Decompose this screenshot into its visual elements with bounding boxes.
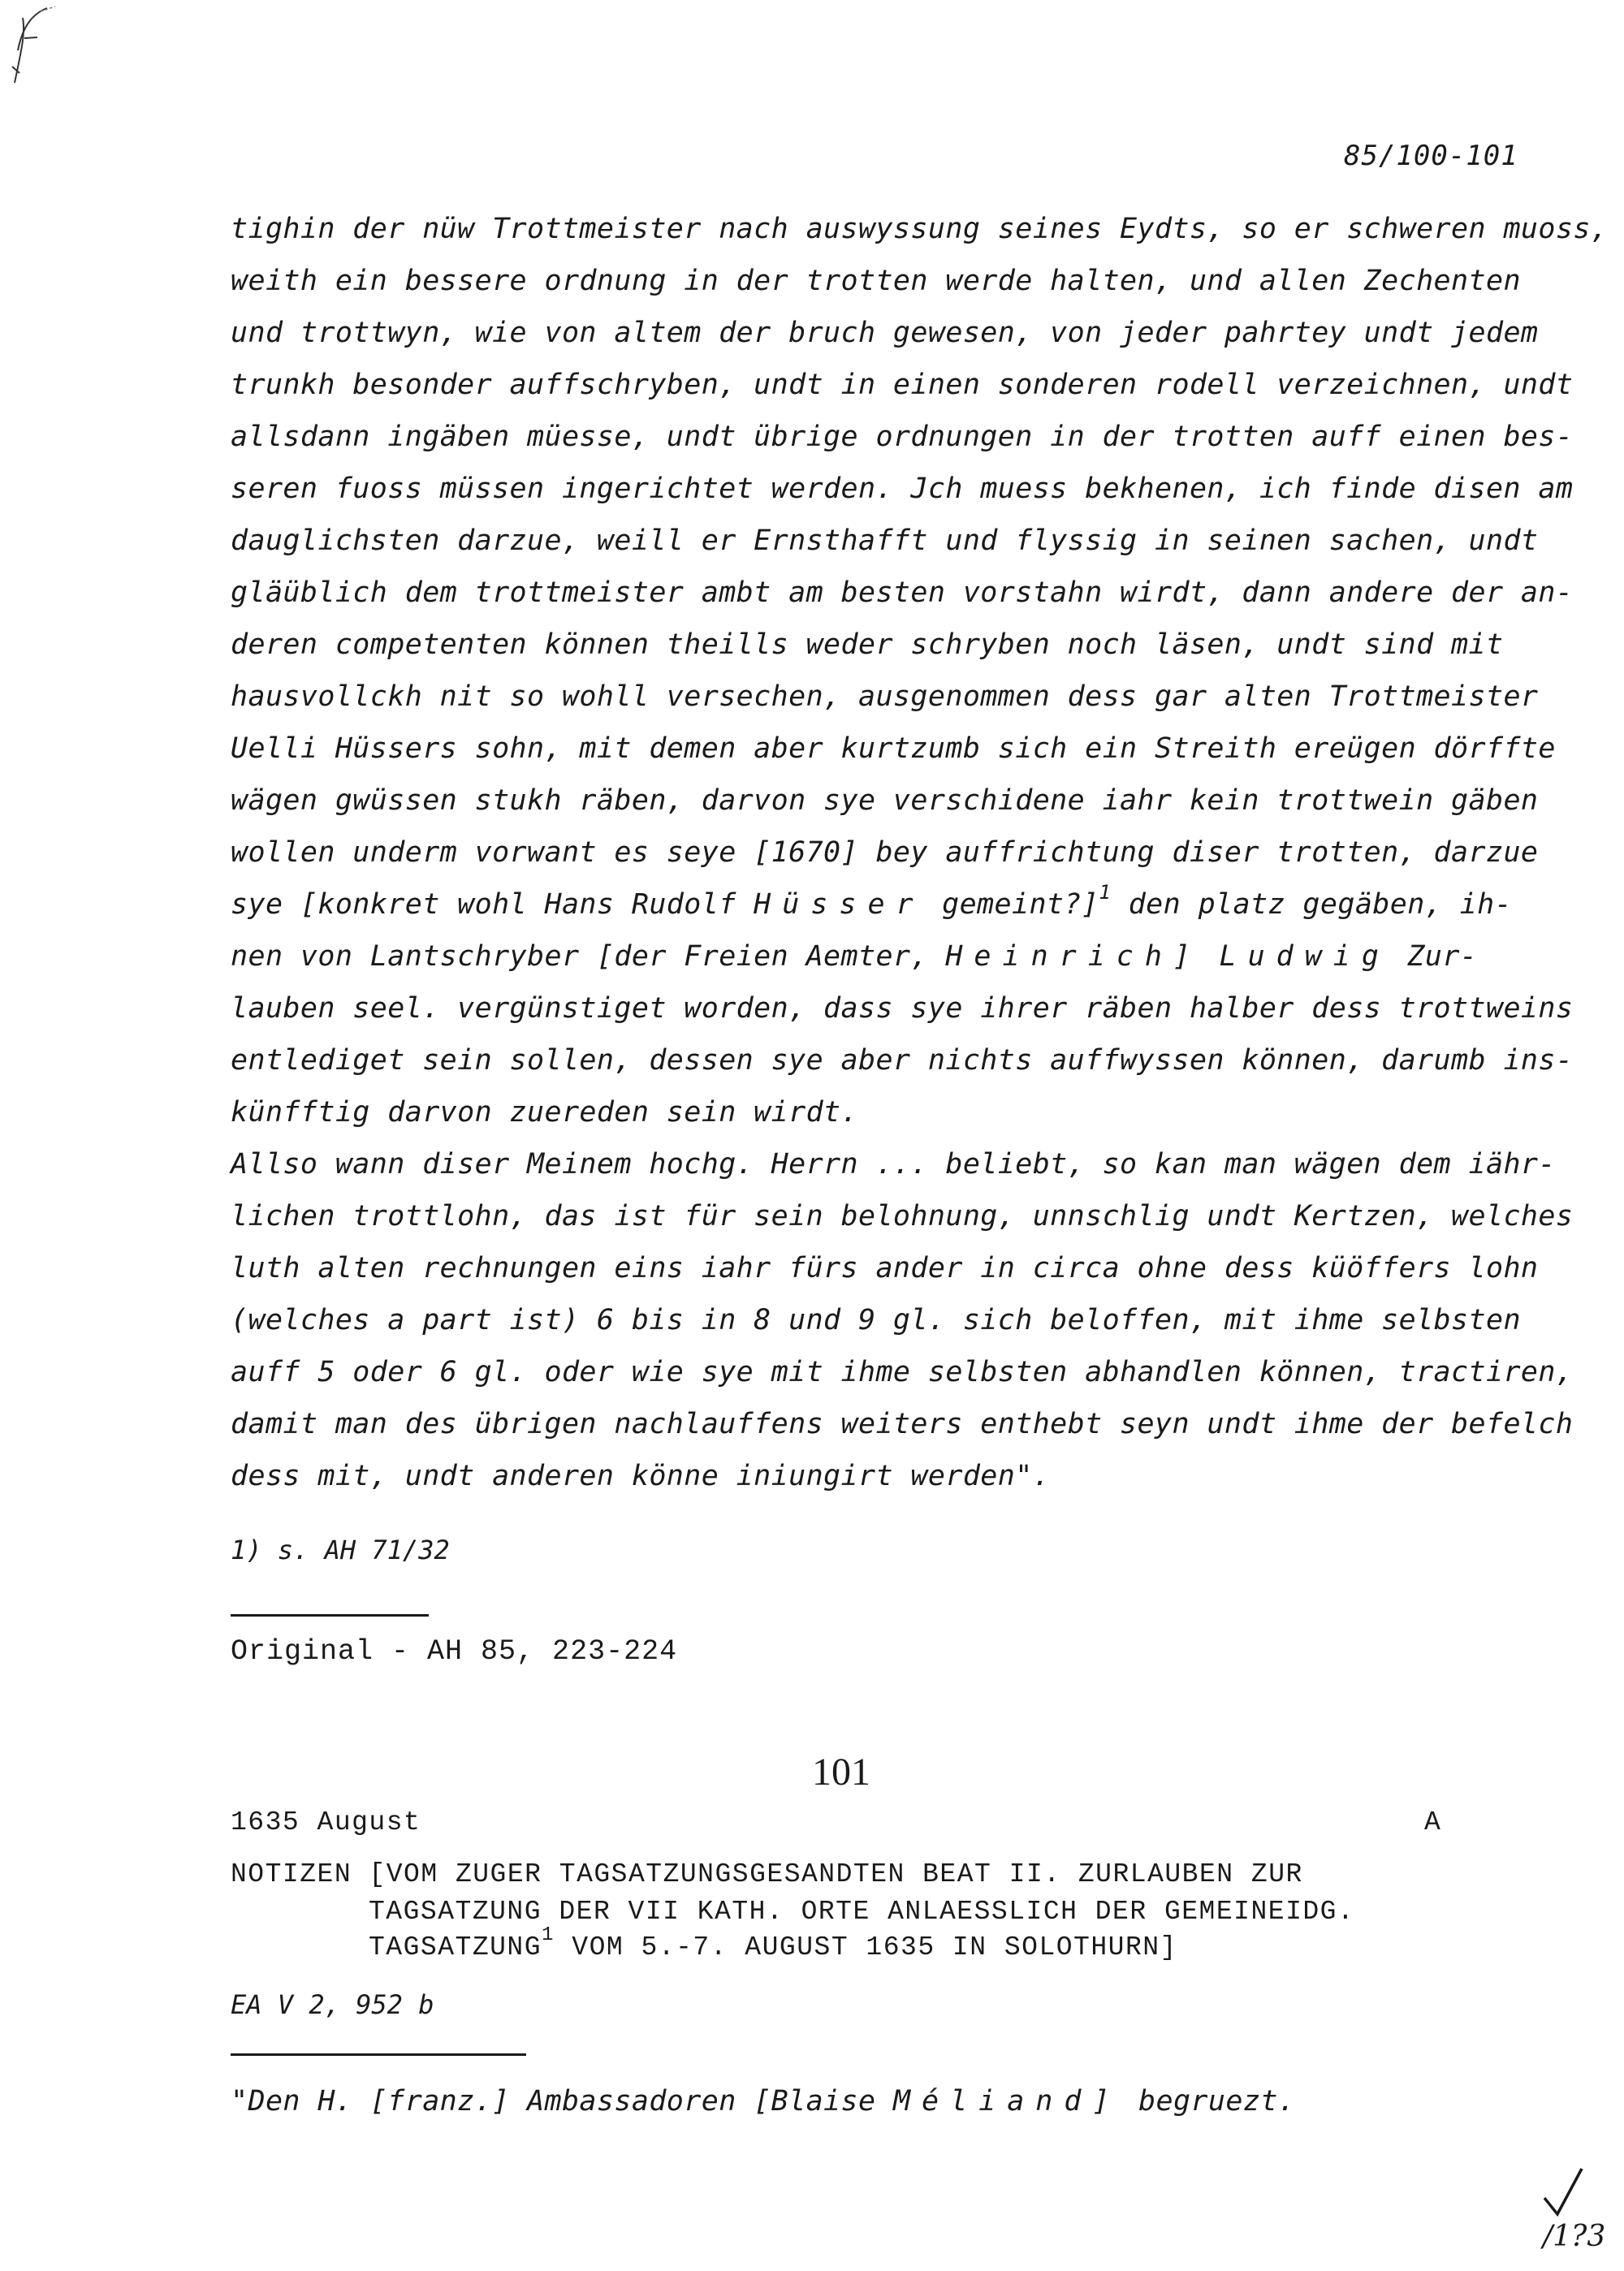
heading-line: NOTIZEN [VOM ZUGER TAGSATZUNGSGESANDTEN BEAT II. ZURLAUBEN ZUR [231,1859,1303,1889]
text-segment: sye [konkret wohl Hans Rudolf [231,888,736,921]
body-line: entlediget sein sollen, dessen sye aber nichts auffwyssen können, darumb ins- [231,1044,1574,1077]
heading-text: VOM 5.-7. AUGUST 1635 IN SOLOTHURN] [572,1932,1177,1962]
body-line: weith ein bessere ordnung in der trotten werde halten, und allen Zechenten [231,265,1521,297]
body-line: dess mit, undt anderen könne iniungirt werden". [231,1460,1051,1492]
body-line: lauben seel. vergünstiget worden, dass sye ihrer räben halber dess trottweins [231,992,1574,1025]
body-line: tighin der nüw Trottmeister nach auswyssung seines Eydts, so er schweren muoss, [231,213,1609,245]
footnote-marker: 1 [1099,881,1112,904]
text-segment: gemeint?] [942,888,1099,921]
body-line: gläüblich dem trottmeister ambt am besten vorstahn wirdt, dann andere der an- [231,576,1574,609]
divider [231,1614,429,1617]
body-line: damit man des übrigen nachlauffens weiters enthebt seyn undt ihme der befelch [231,1408,1574,1440]
body-line: deren competenten können theills weder schryben noch läsen, undt sind mit [231,628,1504,661]
text-segment: "Den H. [franz.] Ambassadoren [Blaise [231,2085,876,2118]
body-line-with-names [231,940,1497,973]
body-line: und trottwyn, wie von altem der bruch gewesen, von jeder pahrtey undt jedem [231,317,1539,349]
body-line: wägen gwüssen stukh räben, darvon sye verschidene iahr kein trottwein gäben [231,784,1539,817]
body-line: dauglichsten darzue, weill er Ernsthafft und flyssig in seinen sachen, undt [231,525,1539,557]
quote-start [231,2085,1295,2118]
body-line: hausvollckh nit so wohll versechen, ausgenommen dess gar alten Trottmeister [231,680,1539,713]
document-date: 1635 August [231,1807,421,1837]
handwritten-note: /1?3 [1543,2220,1606,2253]
spaced-name: Méliand] [892,2085,1121,2118]
body-line: Allso wann diser Meinem hochg. Herrn ... beliebt, so kan man wägen dem iähr- [231,1148,1556,1181]
body-line-with-names [231,881,1513,921]
text-segment: Zur- [1407,940,1478,973]
body-line: lichen trottlohn, das ist für sein belohnung, unnschlig undt Kertzen, welches [231,1200,1574,1233]
heading-line-with-footnote [369,1924,1177,1962]
footnote-marker: 1 [542,1924,555,1946]
body-line: seren fuoss müssen ingerichtet werden. Jch muess bekhenen, ich finde disen am [231,473,1574,505]
divider [231,2053,526,2056]
body-line: künfftig darvon zuereden sein wirdt. [231,1096,858,1129]
text-segment: nen von Lantschryber [der Freien Aemter, [231,940,928,973]
source-reference: EA V 2, 952 b [231,1989,434,2020]
body-line: (welches a part ist) 6 bis in 8 und 9 gl. sich beloffen, mit ihme selbsten [231,1304,1521,1336]
spaced-name: Heinrich] [945,940,1203,973]
corner-scribble [8,2,57,91]
heading-line: TAGSATZUNG DER VII KATH. ORTE ANLAESSLICH DER GEMEINEIDG. [369,1897,1355,1927]
footnote: 1) s. AH 71/32 [231,1535,450,1565]
original-reference: Original - AH 85, 223-224 [231,1635,678,1668]
body-line: trunkh besonder auffschryben, undt in einen sonderen rodell verzeichnen, undt [231,369,1574,401]
heading-word: TAGSATZUNG [369,1932,542,1962]
text-segment: begruezt. [1138,2085,1296,2118]
body-line: luth alten rechnungen eins iahr fürs ander in circa ohne dess küöffers lohn [231,1252,1539,1284]
category-letter: A [1424,1807,1442,1837]
spaced-name: Hüsser [754,888,925,921]
body-line: auff 5 oder 6 gl. oder wie sye mit ihme selbsten abhandlen können, tractiren, [231,1356,1574,1388]
body-line: allsdann ingäben müesse, undt übrige ordnungen in der trotten auff einen bes- [231,421,1574,453]
spaced-name: Ludwig [1219,940,1390,973]
body-line: wollen underm vorwant es seye [1670] bey auffrichtung diser trotten, darzue [231,836,1539,869]
text-segment: den platz gegäben, ih- [1128,888,1513,921]
body-line: Uelli Hüssers sohn, mit demen aber kurtzumb sich ein Streith ereügen dörffte [231,732,1556,765]
page-reference: 85/100-101 [1344,140,1518,172]
document-number: 101 [812,1751,870,1794]
